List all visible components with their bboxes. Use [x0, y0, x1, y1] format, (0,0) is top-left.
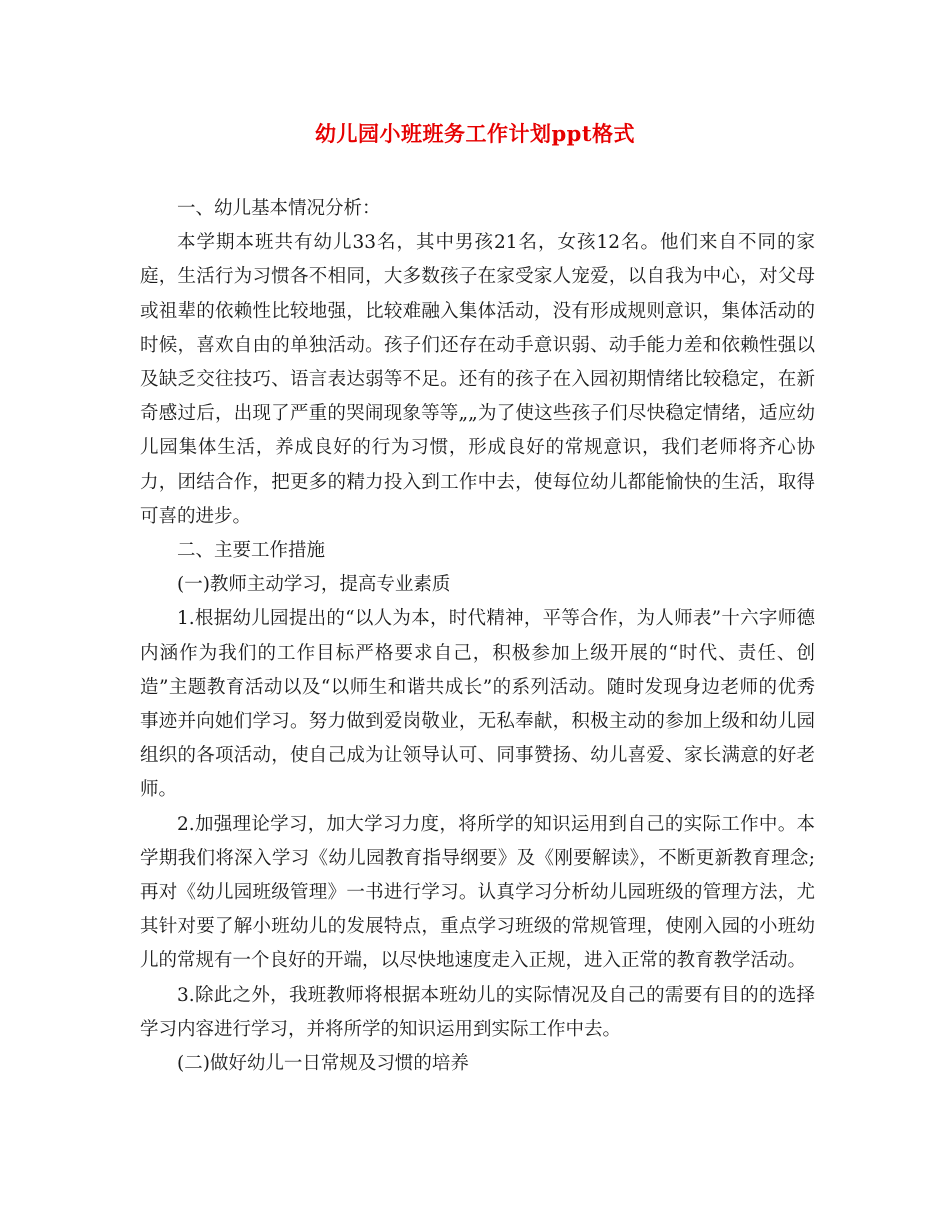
document-title: 幼儿园小班班务工作计划ppt格式 — [314, 121, 636, 146]
paragraph-situation-analysis: 本学期本班共有幼儿33名，其中男孩21名，女孩12名。他们来自不同的家庭，生活行为习惯各不相同，大多数孩子在家受家人宠爱，以自我为中心，对父母或祖辈的依赖性比较地强，比较难融入集体活动，没有形成规则意识，集体活动的时候，喜欢自由的单独活动。孩子们还存在动手意识弱、动手能力差和依赖性强以及缺乏交往技巧、语言表达弱等不足。还有的孩子在入园初期情绪比较稳定，在新奇感过后，出现了严重的哭闹现象等等„„为了使这些孩子们尽快稳定情绪，适应幼儿园集体生活，养成良好的行为习惯，形成良好的常规意识，我们老师将齐心协力，团结合作，把更多的精力投入到工作中去，使每位幼儿都能愉快的生活，取得可喜的进步。 — [140, 232, 815, 527]
section-heading-2: 二、主要工作措施 — [177, 540, 326, 562]
document-body — [140, 192, 815, 1081]
paragraph-item-2: 2.加强理论学习，加大学习力度，将所学的知识运用到自己的实际工作中。本学期我们将深入学习《幼儿园教育指导纲要》及《刚要解读》，不断更新教育理念;再对《幼儿园班级管理》一书进行学习。认真学习分析幼儿园班级的管理方法，尤其针对要了解小班幼儿的发展特点，重点学习班级的常规管理，使刚入园的小班幼儿的常规有一个良好的开端，以尽快地速度走入正规，进入正常的教育教学活动。 — [140, 813, 815, 972]
subsection-heading-2: (二)做好幼儿一日常规及习惯的培养 — [177, 1053, 469, 1075]
section-heading-1: 一、幼儿基本情况分析： — [177, 198, 381, 219]
paragraph-item-3: 3.除此之外，我班教师将根据本班幼儿的实际情况及自己的需要有目的的选择学习内容进行学习，并将所学的知识运用到实际工作中去。 — [140, 984, 815, 1040]
subsection-heading-1: (一)教师主动学习，提高专业素质 — [177, 574, 451, 596]
paragraph-item-1: 1.根据幼儿园提出的“以人为本，时代精神，平等合作，为人师表”十六字师德内涵作为我们的工作目标严格要求自己，积极参加上级开展的“时代、责任、创造”主题教育活动以及“以师生和谐共成长”的系列活动。随时发现身边老师的优秀事迹并向她们学习。努力做到爱岗敬业，无私奉献，积极主动的参加上级和幼儿园组织的各项活动，使自己成为让领导认可、同事赞扬、幼儿喜爱、家长满意的好老师。 — [140, 608, 815, 801]
